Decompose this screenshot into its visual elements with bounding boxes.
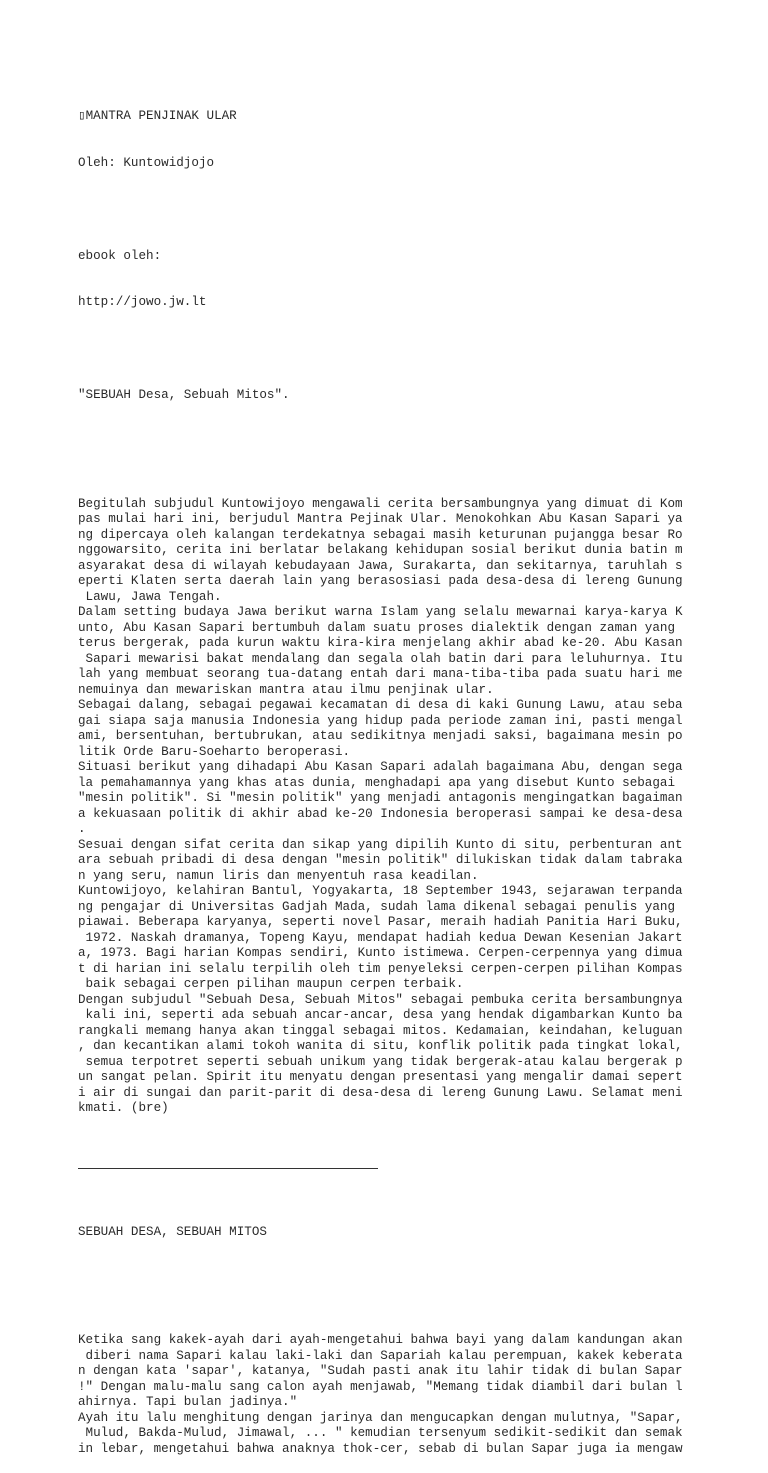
ebook-url: http://jowo.jw.lt (78, 295, 207, 309)
blank-line (78, 435, 698, 451)
blank-line (78, 1271, 698, 1287)
text-line: Ayah itu lalu menghitung dengan jarinya dan mengucapkan dengan mulutnya, "Sapar, (78, 1410, 683, 1425)
text-line: rangkali memang hanya akan tinggal sebagai mitos. Kedamaian, keindahan, keluguan (78, 1023, 683, 1038)
blank-line (78, 342, 698, 358)
text-line: terus bergerak, pada kurun waktu kira-kira menjelang akhir abad ke-20. Abu Kasan (78, 636, 683, 650)
text-line: kmati. (bre) (78, 1101, 169, 1115)
text-line: nemuinya dan mewariskan mantra atau ilmu penjinak ular. (78, 682, 494, 697)
text-line: ami, bersentuhan, bertubrukan, atau sedikitnya menjadi saksi, bagaimana mesin po (78, 729, 683, 743)
text-line: nggowarsito, cerita ini berlatar belakang kehidupan sosial berikut dunia batin m (78, 543, 683, 557)
text-line: Dalam setting budaya Jawa berikut warna Islam yang selalu mewarnai karya-karya K (78, 605, 683, 619)
text-line: Kuntowijoyo, kelahiran Bantul, Yogyakarta, 18 September 1943, sejarawan terpanda (78, 884, 683, 898)
text-line: pas mulai hari ini, berjudul Mantra Pejinak Ular. Menokohkan Abu Kasan Sapari ya (78, 512, 683, 526)
text-line: a kekuasaan politik di akhir abad ke-20 Indonesia beroperasi sampai ke desa-desa (78, 806, 683, 821)
ebook-label: ebook oleh: (78, 248, 162, 263)
text-line: unto, Abu Kasan Sapari bertumbuh dalam suatu proses dialektik dengan zaman yang (78, 620, 683, 635)
text-line: Mulud, Bakda-Mulud, Jimawal, ... " kemudian tersenyum sedikit-sedikit dan semak (78, 1426, 683, 1440)
text-line: lah yang membuat seorang tua-datang entah dari mana-tiba-tiba pada suatu hari me (78, 667, 683, 681)
text-line: Lawu, Jawa Tengah. (78, 589, 222, 604)
document-page (78, 78, 698, 1473)
text-line: !" Dengan malu-malu sang calon ayah menjawab, "Memang tidak diambil dari bulan l (78, 1379, 683, 1394)
text-line: asyarakat desa di wilayah kebudayaan Jawa, Surakarta, dan sekitarnya, taruhlah s (78, 558, 683, 573)
text-line: Begitulah subjudul Kuntowijoyo mengawali cerita bersambungnya yang dimuat di Kom (78, 496, 683, 511)
text-line: t di harian ini selalu terpilih oleh tim penyeleksi cerpen-cerpen pilihan Kompas (78, 961, 683, 976)
text-line: eperti Klaten serta daerah lain yang berasosiasi pada desa-desa di lereng Gunung (78, 574, 683, 588)
text-line: gai siapa saja manusia Indonesia yang hidup pada periode zaman ini, pasti mengal (78, 713, 683, 728)
blank-line (78, 202, 698, 218)
text-line: diberi nama Sapari kalau laki-laki dan Sapariah kalau perempuan, kakek keberata (78, 1348, 683, 1363)
section-heading: SEBUAH DESA, SEBUAH MITOS (78, 1224, 267, 1239)
document-title: ▯MANTRA PENJINAK ULAR (78, 109, 237, 123)
author-line: Oleh: Kuntowidjojo (78, 155, 215, 170)
section-divider (78, 1168, 378, 1169)
text-line: in lebar, mengetahui bahwa anaknya thok-cer, sebab di bulan Sapar juga ia mengaw (78, 1441, 683, 1456)
section-body-text (78, 1333, 698, 1457)
text-line: baik sebagai cerpen pilihan maupun cerpen terbaik. (78, 977, 464, 991)
text-line: Situasi berikut yang dihadapi Abu Kasan Sapari adalah bagaimana Abu, dengan sega (78, 760, 683, 774)
missing-glyph-icon: ▯ (78, 109, 86, 123)
text-line: n yang seru, namun liris dan menyentuh rasa keadilan. (78, 868, 479, 883)
text-line: Sesuai dengan sifat cerita dan sikap yang dipilih Kunto di situ, perbenturan ant (78, 837, 683, 852)
text-line: la pemahamannya yang khas atas dunia, menghadapi apa yang disebut Kunto sebagai (78, 775, 676, 790)
text-line: ahirnya. Tapi bulan jadinya." (78, 1395, 298, 1409)
text-line: Sebagai dalang, sebagai pegawai kecamatan di desa di kaki Gunung Lawu, atau seba (78, 698, 683, 712)
text-line: ng pengajar di Universitas Gadjah Mada, sudah lama dikenal sebagai penulis yang (78, 899, 676, 914)
text-line: Sapari mewarisi bakat mendalang dan segala olah batin dari para leluhurnya. Itu (78, 651, 683, 666)
text-line: "mesin politik". Si "mesin politik" yang menjadi antagonis mengingatkan bagaiman (78, 791, 683, 805)
text-line: 1972. Naskah dramanya, Topeng Kayu, mendapat hadiah kedua Dewan Kesenian Jakart (78, 930, 683, 945)
text-line: i air di sungai dan parit-parit di desa-desa di lereng Gunung Lawu. Selamat meni (78, 1085, 683, 1100)
text-line: piawai. Beberapa karyanya, seperti novel Pasar, meraih hadiah Panitia Hari Buku, (78, 915, 683, 929)
text-line: n dengan kata 'sapar', katanya, "Sudah pasti anak itu lahir tidak di bulan Sapar (78, 1364, 683, 1378)
text-line: litik Orde Baru-Soeharto beroperasi. (78, 744, 351, 759)
text-line: ng dipercaya oleh kalangan terdekatnya sebagai masih keturunan pujangga besar Ro (78, 527, 683, 542)
text-line: , dan kecantikan alami tokoh wanita di situ, konflik politik pada tingkat lokal, (78, 1039, 683, 1053)
text-line: Dengan subjudul "Sebuah Desa, Sebuah Mitos" sebagai pembuka cerita bersambungnya (78, 992, 683, 1007)
text-line: . (78, 822, 86, 836)
text-line: semua terpotret seperti sebuah unikum yang tidak bergerak-atau kalau bergerak p (78, 1054, 683, 1069)
text-line: ara sebuah pribadi di desa dengan "mesin politik" dilukiskan tidak dalam tabraka (78, 853, 683, 867)
text-line: un sangat pelan. Spirit itu menyatu dengan presentasi yang mengalir damai sepert (78, 1070, 683, 1084)
text-line: a, 1973. Bagi harian Kompas sendiri, Kunto istimewa. Cerpen-cerpennya yang dimua (78, 946, 683, 960)
subtitle-quote: "SEBUAH Desa, Sebuah Mitos". (78, 388, 290, 402)
text-line: Ketika sang kakek-ayah dari ayah-mengetahui bahwa bayi yang dalam kandungan akan (78, 1333, 683, 1347)
text-line: kali ini, seperti ada sebuah ancar-ancar, desa yang hendak digambarkan Kunto ba (78, 1008, 683, 1022)
